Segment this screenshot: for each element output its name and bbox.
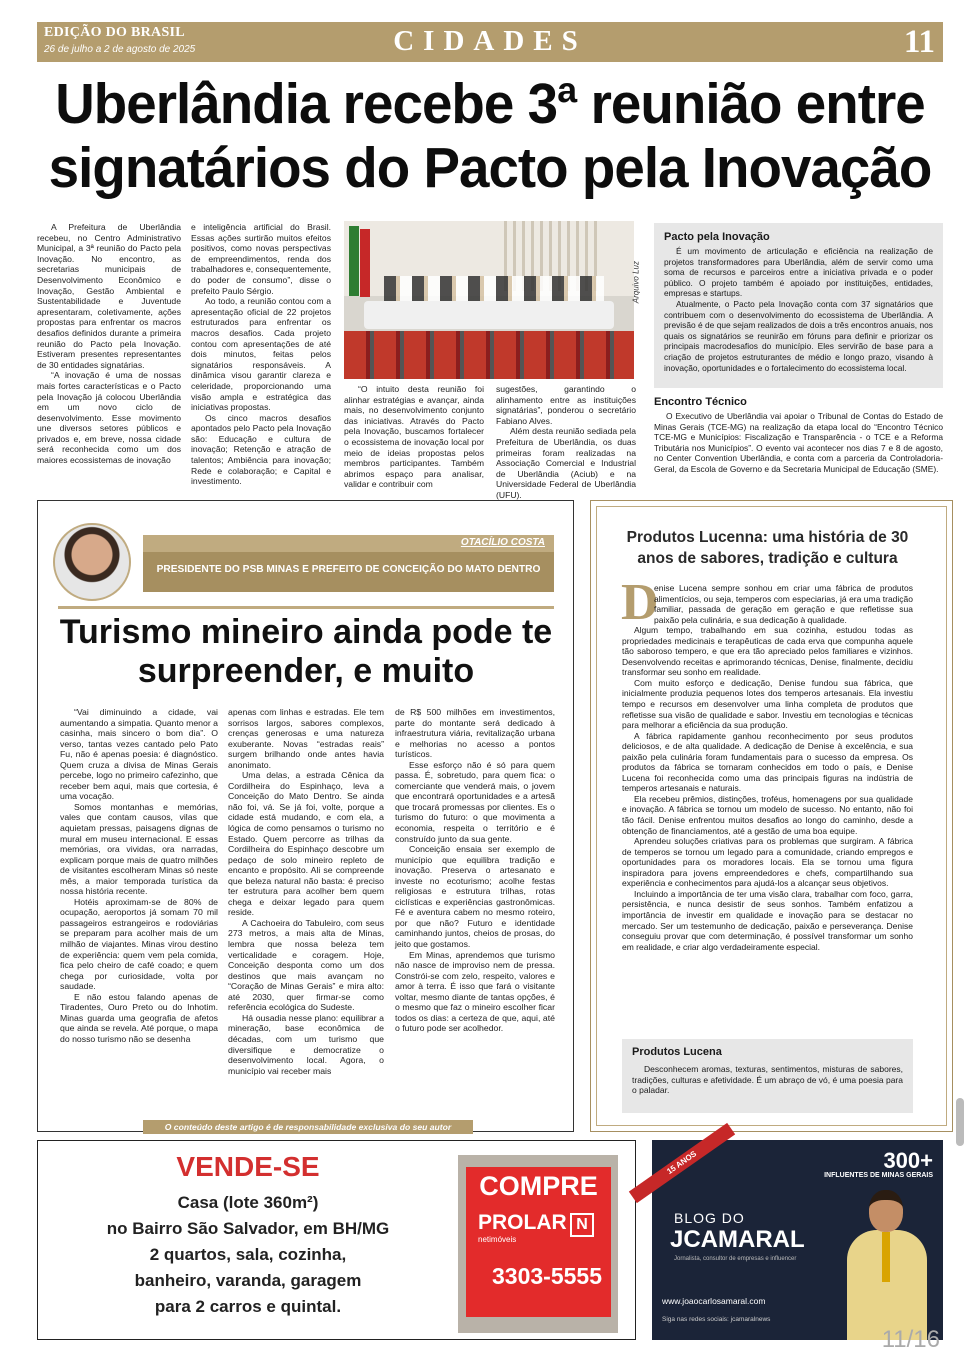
paragraph: Algum tempo, trabalhando em sua cozinha, estudou todas as propriedades medicinais e terapêuticas de cada erva que compunha aquele tão saboroso tempero, e que era tão apreciado pelos familiares e vizinhos. Desenvolvendo receitas e aprimorando técnicas, Denise, finalmente, decidiu transformar seu sonho em realidade. bbox=[622, 625, 913, 678]
paragraph: enise Lucena sempre sonhou em criar uma fábrica de produtos alimentícios, ou seja, temperos com especiarias, já era uma tradição familiar, passada de geração em geração e que refletisse sua paixão pela culinária, e sua dedicação à qualidade. bbox=[654, 583, 913, 625]
lucenna-body bbox=[621, 574, 913, 952]
ad-line: no Bairro São Salvador, em BH/MG bbox=[106, 1219, 390, 1238]
lucena-box-text: Desconhecem aromas, texturas, sentimentos, misturas de sabores, tradições, culturas e afetividade. É um abraço de vó, é uma poesia para o paladar. bbox=[632, 1064, 903, 1096]
paragraph: Incluindo a importância de ter uma visão clara, trabalhar com foco, garra, persistência, e nunca desistir de seus sonhos. Também enfatizou a importância de investir em qualidade e inovação para se destacar no mercado. Ser um testemunho de dedicação, paixão e perseverança. Denise conseguiu provar que com determinação, é possível transformar um sonho em realidade, e criar algo verdadeiramente especial. bbox=[622, 888, 913, 952]
sign-brand: PROLAR bbox=[478, 1211, 567, 1234]
portrait-tie bbox=[882, 1232, 890, 1282]
drop-cap: D bbox=[621, 574, 659, 631]
paragraph: Os cinco macros desafios apontados pelo Pacto pela Inovação são: Educação e cultura de inovação; Retenção e atração de talentos; Ambiência para inovação; Rede e colaboração; e Capital e investimento. bbox=[191, 412, 331, 487]
paragraph: A fábrica rapidamente ganhou reconhecimento por seus produtos deliciosos, e de alta qualidade. A dedicação de Denise à excelência, e sua paixão pela culinária foram fundamentais para o sucesso da empresa. Os produtos da fábrica se tornaram conhecidos em todo o país, e Denise Lucena foi reconhecida como uma das principais figuras na indústria de temperos artesanais e naturais. bbox=[622, 730, 913, 794]
photo-credit: Arquivo Luz bbox=[631, 261, 640, 304]
paragraph: Há ousadia nesse plano: equilibrar a mineração, base econômica de décadas, com um turismo que diversifique e democratize o desenvolvimento local. Agora, o município vai receber mais bbox=[228, 1012, 384, 1076]
blog-label: BLOG DO bbox=[674, 1210, 745, 1226]
sidebar-paragraph: É um movimento de articulação e eficiência na realização de projetos transformadores para Uberlândia, além de servir como uma soma de recursos e parceiros entre a iniciativa privada e o poder público. O projeto também é apoiado por instituições, entidades, empresas e startups. bbox=[664, 246, 933, 299]
sign-phone: 3303-5555 bbox=[492, 1263, 602, 1289]
encontro-tecnico bbox=[654, 396, 943, 475]
lucenna-title: Produtos Lucenna: uma história de 30 anos de sabores, tradição e cultura bbox=[626, 529, 909, 567]
paragraph: Ela recebeu prêmios, distinções, troféus, homenagens por sua qualidade e inovação. A fábrica se tornou um modelo de sucesso. No entanto, não foi tão fácil. Denise enfrentou muitos desafios ao longo do caminho, desde a obtenção de financiamentos, até a gestão de uma boa equipe. bbox=[622, 793, 913, 836]
ad-line: Casa (lote 360m²) bbox=[177, 1193, 319, 1212]
flag-icon bbox=[349, 226, 359, 296]
paragraph: Esse esforço não é só para quem passa. É, sobretudo, para quem fica: o comerciante que venderá mais, o jovem que encontrará oportunidades e a artesã que trocará promessas por clientes. Es o turismo do futuro: o que movimenta a economia, respeita o território e é construído junto da sua gente. bbox=[395, 759, 555, 844]
paragraph: A Prefeitura de Uberlândia recebeu, no Centro Administrativo Municipal, a 3ª reunião do Pacto pela Inovação. No encontro, as secretarias municipais de Desenvolvimento Econômico e Inovação, Gestão Ambiental e Sustentabilidade e Juventude apresentaram, coletivamente, ações propostas para enfrentar os macros desafios definidos durante a primeira reunião do Pacto pela Inovação. Estiveram presentes representantes de 30 entidades signatárias. bbox=[37, 222, 181, 370]
blog-name: JCAMARAL bbox=[670, 1226, 805, 1253]
photo-chairs bbox=[344, 331, 634, 379]
article-column-1 bbox=[37, 222, 181, 466]
edition-dates: 26 de julho a 2 de agosto de 2025 bbox=[44, 44, 196, 55]
ad-line: banheiro, varanda, garagem bbox=[134, 1271, 362, 1290]
encontro-text: O Executivo de Uberlândia vai apoiar o Tribunal de Contas do Estado de Minas Gerais (TCE-MG) na realização da etapa local do “Encontro Técnico TCE-MG e Municípios: Fiscalização e Transparência - o TCE e a Reforma Tributária nos Municípios”. O evento vai acontecer nos dias 7 e 8 de agosto, no Center Convention Uberlândia, e conta com a parceria da Controladoria-Geral, da Escola de Governo e da Secretaria Municipal de Educação (SME). bbox=[654, 411, 943, 474]
house-for-sale-ad[interactable] bbox=[37, 1140, 636, 1340]
edition-name: EDIÇÃO DO BRASIL bbox=[44, 25, 185, 40]
opinion-disclaimer: O conteúdo deste artigo é de responsabilidade exclusiva do seu autor bbox=[143, 1120, 473, 1134]
paragraph: Uma delas, a estrada Cênica da Cordilheira do Espinhaço, leva a Conceição do Mato Dentro. Se ainda não foi, vá. Se já foi, volte, porque a cidade está mudando, e com ela, a lógica de como pensamos o turismo no Estado. Quem percorre as trilhas da Cordilheira do Espinhaço descobre um pedaço de solo mineiro repleto de encanto e propósito. Ali se compreende que beleza natural não basta: é preciso ter estrutura para acolher bem quem chega e deixar legado para quem reside. bbox=[228, 770, 384, 918]
page-indicator: 11/16 bbox=[881, 1326, 940, 1353]
portrait-head bbox=[869, 1190, 903, 1232]
paragraph: A Cachoeira do Tabuleiro, com seus 273 metros, a mais alta de Minas, lembra que nossa beleza tem verticalidade e coragem. Hoje, Conceição desponta como um dos destinos que mais avançam no “Coração de Minas Gerais” e mira alto: até 2030, quer firmar-se como referência ecológica do Sudeste. bbox=[228, 917, 384, 1013]
paragraph: Aprendeu soluções criativas para os problemas que surgiram. A fábrica de temperos se tornou um legado para a comunidade, criando empregos e oportunidades para os moradores locais. Ela se tornou uma figura inspiradora para jovens empreendedores e chefs, compartilhando sua experiência e conhecimentos para ajudá-los a alcançar seus objetivos. bbox=[622, 836, 913, 889]
paragraph: Somos montanhas e memórias, vales que contam causos, vilas que aquietam pressas, paisagens dignas de mural em museu internacional. E essas memórias, ora vividas, ora narradas, explicam porque mais de quatro milhões de visitantes escolheram Minas só neste mês, a maior temporada turística da nossa história recente. bbox=[60, 801, 218, 897]
paragraph: E não estou falando apenas de Tiradentes, Ouro Preto ou do Inhotim. Minas guarda uma geografia de afetos que ainda se revela. Até porque, o mapa do nosso turismo não se desenha bbox=[60, 991, 218, 1044]
paragraph: Conceição ensaia ser exemplo de município que equilibra tradição e inovação. Preserva o artesanato e investe no ecoturismo; acolhe festas religiosas e estrutura trilhas, rotas ciclísticas e experiências gastronômicas. Fé e aventura cabem no mesmo roteiro, por que não? Futuro e identidade caminhando juntos, cheios de prosas, do jeito que gostamos. bbox=[395, 844, 555, 950]
influentes-label: INFLUENTES DE MINAS GERAIS bbox=[824, 1172, 933, 1179]
realty-sign bbox=[458, 1155, 618, 1333]
article-column-2 bbox=[191, 222, 331, 487]
main-headline: Uberlândia recebe 3ª reunião entre signatários do Pacto pela Inovação bbox=[48, 72, 932, 200]
lucenna-article bbox=[590, 500, 953, 1132]
avatar bbox=[53, 523, 131, 601]
paragraph: “Vai diminuindo a cidade, vai aumentando a simpatia. Quanto menor a casinha, mais sincero o bom dia”. O verso, tantas vezes cantado pelo Pato Fu, não é apenas poesia: é diagnóstico. Quem cruza a divisa de Minas Gerais percebe, logo no primeiro cafezinho, que receber bem aqui, mais que cortesia, é uma vocação. bbox=[60, 707, 218, 802]
influentes-count: 300+ bbox=[883, 1148, 933, 1173]
ad-line: para 2 carros e quintal. bbox=[154, 1297, 342, 1316]
blog-url[interactable]: www.joaocarlosamaral.com bbox=[662, 1296, 766, 1306]
blogger-portrait bbox=[837, 1190, 937, 1340]
blog-subtitle: Jornalista, consultor de empresas e influencer bbox=[674, 1256, 797, 1262]
paragraph: Com muito esforço e dedicação, Denise fundou sua fábrica, que inicialmente produzia pequenos lotes dos temperos artesanais. Ela investiu tempo e recursos em desenvolver uma linha completa de produtos que refletisse sua visão de qualidade e sabor. Investiu em tecnologias e técnicas para melhorar a eficiência da sua produção. bbox=[622, 677, 913, 731]
opinion-article bbox=[37, 500, 574, 1132]
sign-compre: COMPRE bbox=[479, 1171, 598, 1201]
article-column-4 bbox=[496, 384, 636, 501]
ad-line: 2 quartos, sala, cozinha, bbox=[149, 1245, 347, 1264]
opinion-title: Turismo mineiro ainda pode te surpreender, e muito bbox=[59, 613, 553, 690]
page-number: 11 bbox=[903, 24, 935, 60]
opinion-column-3 bbox=[395, 707, 555, 1034]
pacto-sidebar bbox=[654, 223, 943, 388]
divider bbox=[58, 606, 554, 609]
photo-table bbox=[364, 301, 614, 329]
paragraph: de R$ 500 milhões em investimentos, parte do montante será dedicado à infraestrutura viária, revitalização urbana e melhorias no acesso a pontos turísticos. bbox=[395, 707, 555, 760]
paragraph: Hotéis aproximam-se de 80% de ocupação, aeroportos já somam 70 mil passageiros estrangeiros e rodoviárias se preparam para acolher mais de um milhão de viajantes. Minas virou destino de experiência: quem vem pela comida, fica pelo cheiro de café coado; e quem chega por curiosidade, volta por saudade. bbox=[60, 896, 218, 992]
paragraph: e inteligência artificial do Brasil. Essas ações surtirão muitos efeitos positivos, como novas perspectivas de empreendimentos, renda dos trabalhadores e, consequentemente, do poder de consumo”, disse o prefeito Paulo Sérgio. bbox=[191, 222, 331, 296]
social-handles: Siga nas redes sociais: jcamaralnews bbox=[662, 1316, 771, 1323]
opinion-author: OTACÍLIO COSTA bbox=[460, 537, 545, 548]
lucena-box-title: Produtos Lucena bbox=[632, 1046, 722, 1058]
sign-sub: netimóveis bbox=[478, 1235, 517, 1244]
paragraph: sugestões, garantindo o alinhamento entre as instituições signatárias”, ponderou o secretário Fabiano Alves. bbox=[496, 384, 636, 426]
paragraph: “O intuito desta reunião foi alinhar estratégias e avançar, ainda mais, no desenvolvimento conjunto das iniciativas. Através do Pacto pela Inovação, buscamos fortalecer o ecossistema de inovação local por meio de ideias propostas pelos membros participantes. Também abrimos espaço para analisar, validar e contribuir com bbox=[344, 384, 484, 490]
paragraph: Em Minas, aprendemos que turismo não nasce de improviso nem de pressa. Constrói-se com zelo, respeito, valores e amor à terra. É isso que fará o visitante voltar, mesmo diante de tantas opções, é o mesmo que faz o mineiro escolher ficar todos os dias: a certeza de que, aqui, até o futuro pode ser acolhedor. bbox=[395, 949, 555, 1034]
paragraph: Ao todo, a reunião contou com a apresentação oficial de 22 projetos estruturados para enfrentar os macros desafios. Cada projeto contou com apresentações de até dois minutos, feitas pelos signatários responsáveis. A dinâmica visou garantir clareza e celeridade, proporcionando uma visão ampla e estratégica das iniciativas propostas. bbox=[191, 296, 331, 413]
encontro-title: Encontro Técnico bbox=[654, 396, 747, 408]
blog-jcamaral-ad[interactable] bbox=[652, 1140, 943, 1340]
scrollbar-thumb[interactable] bbox=[956, 1098, 964, 1146]
anniversary-ribbon: 15 ANOS bbox=[629, 1123, 735, 1203]
opinion-author-role: PRESIDENTE DO PSB MINAS E PREFEITO DE CONCEIÇÃO DO MATO DENTRO bbox=[156, 564, 541, 575]
paragraph: apenas com linhas e estradas. Ele tem sorrisos largos, sabores complexos, crenças generosas e uma natureza exuberante. Novas “estradas reais” surgem brilhando onde antes havia anonimato. bbox=[228, 707, 384, 770]
meeting-photo bbox=[344, 221, 640, 379]
flag-icon bbox=[360, 229, 370, 297]
paragraph: Além desta reunião sediada pela Prefeitura de Uberlândia, os duas primeiras foram realizadas na Associação Comercial e Industrial de Uberlândia (Aciub) e na Universidade Federal de Uberlândia (UFU). bbox=[496, 426, 636, 500]
netimoveis-logo-icon: N bbox=[570, 1213, 594, 1237]
paragraph: “A inovação é uma de nossas mais fortes características e o Pacto pela Inovação já colocou Uberlândia em um novo ciclo de desenvolvimento. Esse movimento une diversos setores públicos e privados e, em breve, nossa cidade será reconhecida como um dos maiores ecossistemas de inovação bbox=[37, 370, 181, 466]
lucena-box bbox=[622, 1039, 913, 1113]
sidebar-title: Pacto pela Inovação bbox=[664, 231, 770, 243]
section-title: CIDADES bbox=[393, 25, 587, 57]
opinion-column-1 bbox=[60, 707, 218, 1045]
sidebar-paragraph: Atualmente, o Pacto pela Inovação conta com 37 signatários que contribuem com o desenvolvimento do ecossistema de Uberlândia. A previsão é de que sejam realizados de dois a três encontros anuais, nos quais os signatários se reunirão em fóruns para definir e priorizar os principais macrodesafios do município. Eles servirão de base para a criação de projetos estruturantes de médio e longo prazo, visando à inovação, oportunidades e o fortalecimento do ecossistema local. bbox=[664, 298, 933, 373]
ad-headline: VENDE-SE bbox=[176, 1151, 320, 1182]
article-column-3 bbox=[344, 384, 484, 490]
section-header-bar bbox=[37, 22, 943, 62]
opinion-column-2 bbox=[228, 707, 384, 1076]
